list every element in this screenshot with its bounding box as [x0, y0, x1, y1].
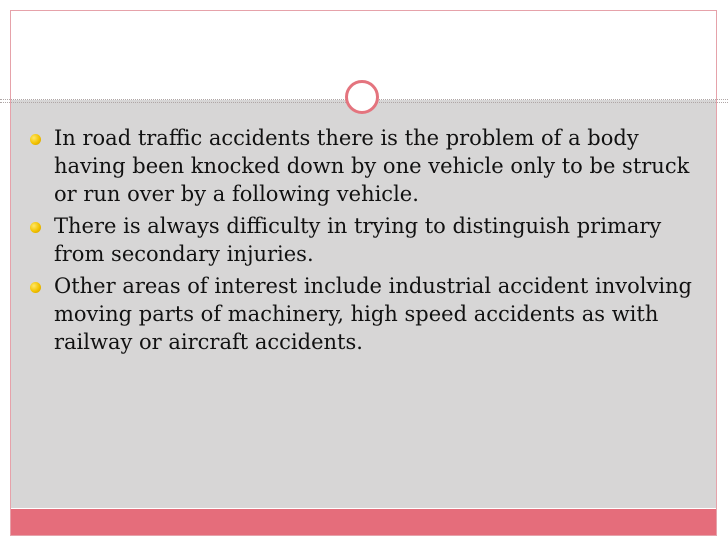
bullet-dot-icon [30, 282, 41, 293]
bullet-item [30, 124, 700, 208]
bullet-item [30, 212, 700, 268]
bullet-list [30, 124, 700, 360]
bullet-text: Other areas of interest include industrial accident involving moving parts of machinery, high speed accidents as with railway or aircraft accidents. [54, 274, 692, 354]
bullet-text: There is always difficulty in trying to distinguish primary from secondary injuries. [54, 214, 662, 266]
bullet-text: In road traffic accidents there is the problem of a body having been knocked down by one vehicle only to be struck or run over by a following vehicle. [54, 126, 690, 206]
footer-accent-bar [11, 509, 716, 535]
circle-ornament-icon [345, 80, 379, 114]
bullet-dot-icon [30, 134, 41, 145]
bullet-item [30, 272, 700, 356]
bullet-dot-icon [30, 222, 41, 233]
